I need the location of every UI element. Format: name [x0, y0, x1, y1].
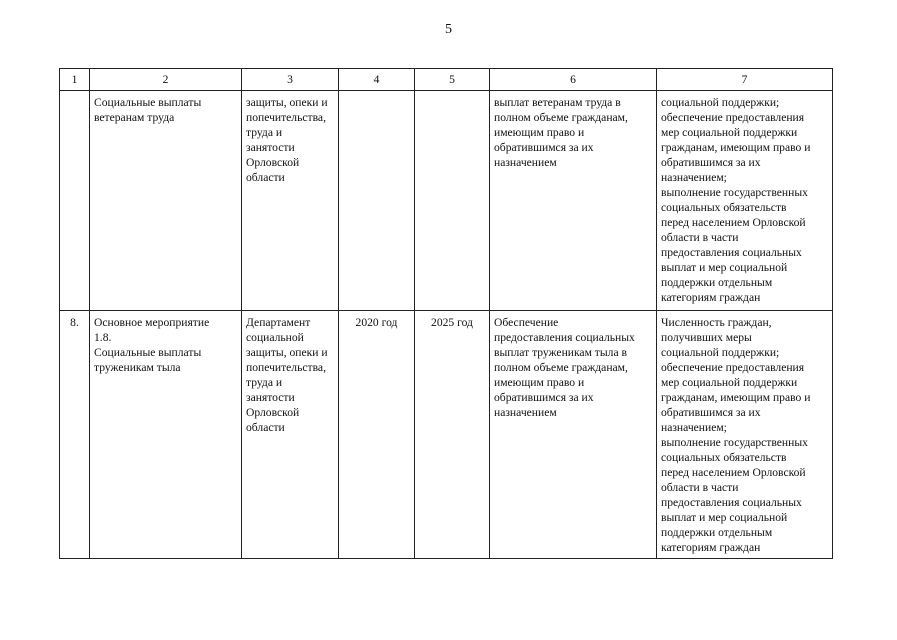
start-year-cell [339, 91, 415, 311]
executor-cell: защиты, опеки и попечительства, труда и занятости Орловской области [242, 91, 339, 311]
table-header-row [60, 69, 833, 91]
header-cell-2: 2 [90, 69, 242, 91]
header-cell-1: 1 [60, 69, 90, 91]
row-number-cell: 8. [60, 311, 90, 559]
start-year-cell: 2020 год [339, 311, 415, 559]
end-year-cell [415, 91, 490, 311]
end-year-cell: 2025 год [415, 311, 490, 559]
table-row [60, 311, 833, 559]
table-row [60, 91, 833, 311]
measure-name-cell: Основное мероприятие 1.8. Социальные выплаты труженикам тыла [90, 311, 242, 559]
measures-table [59, 68, 833, 559]
measure-name-cell: Социальные выплаты ветеранам труда [90, 91, 242, 311]
indicators-cell: социальной поддержки; обеспечение предоставления мер социальной поддержки гражданам, имеющим право и обратившимся за их назначением; выполнение государственных социальных обязательств перед населением Орловской области в части предоставления социальных выплат и мер социальной поддержки отдельным категориям граждан [657, 91, 833, 311]
header-cell-5: 5 [415, 69, 490, 91]
indicators-cell: Численность граждан, получивших меры социальной поддержки; обеспечение предоставления мер социальной поддержки гражданам, имеющим право и обратившимся за их назначением; выполнение государственных социальных обязательств перед населением Орловской области в части предоставления социальных выплат и мер социальной поддержки отдельным категориям граждан [657, 311, 833, 559]
expected-result-cell: Обеспечение предоставления социальных выплат труженикам тыла в полном объеме гражданам, имеющим право и обратившимся за их назначением [490, 311, 657, 559]
page-number: 5 [445, 22, 452, 37]
header-cell-7: 7 [657, 69, 833, 91]
header-cell-6: 6 [490, 69, 657, 91]
expected-result-cell: выплат ветеранам труда в полном объеме гражданам, имеющим право и обратившимся за их назначением [490, 91, 657, 311]
header-cell-3: 3 [242, 69, 339, 91]
executor-cell: Департамент социальной защиты, опеки и попечительства, труда и занятости Орловской области [242, 311, 339, 559]
row-number-cell [60, 91, 90, 311]
header-cell-4: 4 [339, 69, 415, 91]
